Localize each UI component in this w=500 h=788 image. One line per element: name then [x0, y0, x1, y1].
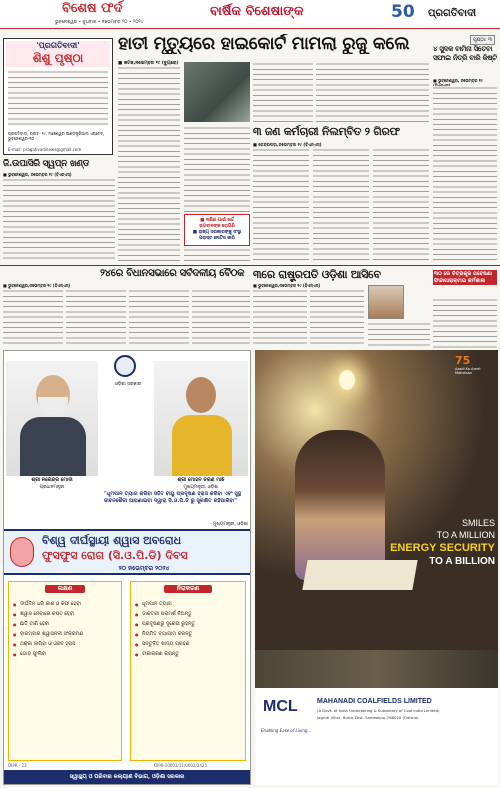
symptom-item-text: ଥକ୍କା ଲାଗିବା ଓ ଓଜନ ହ୍ରାସ: [20, 641, 76, 647]
inset-line-3: ■ ରାଜ୍ୟ ସରକାରଙ୍କୁ ସଂସ୍ଥା: [192, 230, 242, 235]
bullet-icon: ●: [13, 652, 17, 657]
inset-line-1: ■ ଦକ୍ଷିଣ ପାଇଁ ଖର୍ଚ୍ଚ: [200, 218, 234, 223]
page-number: ପୃଷ୍ଠା: ୩: [470, 35, 495, 45]
lungs-icon: [10, 537, 34, 567]
pm-title: ପ୍ରଧାନମନ୍ତ୍ରୀ: [39, 485, 65, 490]
bullet-icon: ●: [13, 642, 17, 647]
symptom-item-text: ବାରମ୍ବାର ଶ୍ୱାସନଳୀ ସଂକ୍ରମଣ: [20, 631, 84, 637]
mcl-logo: [263, 696, 305, 726]
copd-title-band: [4, 529, 250, 575]
promo-title-band: [6, 41, 110, 67]
lead-column-1: [118, 66, 180, 262]
symptom-item: [13, 601, 117, 608]
mcl-tagline: Enabling Ease of Living...: [261, 728, 312, 733]
govt-ad-footer: ସ୍ୱାସ୍ଥ୍ୟ ଓ ପରିବାର କଲ୍ୟାଣ ବିଭାଗ, ଓଡ଼ିଶା ସରକାର: [4, 770, 250, 784]
symptom-item-text: ଗୋଡ଼ ଫୁଲିବା: [20, 651, 47, 657]
symptom-item-text: ଛାତି ଟାଣି ହେବା: [20, 621, 50, 627]
promo-title-b: ଶିଶୁ ପୃଷ୍ଠା: [32, 51, 84, 65]
story6-col-3: [368, 322, 430, 347]
lead-inset-box: [184, 214, 250, 246]
amrit-badge-number: 75: [455, 354, 471, 367]
govt-dept: ଓଡ଼ିଶା ସରକାର: [114, 382, 142, 387]
story3-headline: ୩ ଜଣ କର୍ମଚାରୀ ନିଲମ୍ବିତ ୨ ଗିରଫ: [253, 125, 400, 138]
remedy-item-text: ପ୍ରଦୂଷଣରୁ ଦୂରେଇ ରୁହନ୍ତୁ: [142, 621, 196, 627]
masthead-rule: [0, 28, 500, 29]
remedy-item-text: ଡାକ୍ତରୀ ପରାମର୍ଶ ନିଅନ୍ତୁ: [142, 611, 192, 617]
pm-photo: [6, 361, 98, 476]
symptom-item: [13, 651, 117, 658]
president-photo: [368, 285, 404, 319]
remedy-item: [135, 631, 241, 638]
remedies-list: [131, 596, 245, 663]
remedy-item: [135, 651, 241, 658]
inset-line-4: ପରାସ୍ତ ନୋଟିସ ଜାରି: [199, 236, 235, 241]
story2-dateline: ■ ଭୁବନେଶ୍ୱର, ନଭେମ୍ବର ୧୯ (ବିଏନ୍‌ଏସ୍): [3, 172, 72, 177]
story5-dateline: ■ ଭୁବନେଶ୍ୱର,ନଭେମ୍ବର ୧୯ (ବିଏନ୍‌ଏସ୍): [3, 283, 71, 288]
anniversary-logo: [391, 2, 419, 22]
copd-date: ୨୦ ନଭେମ୍ବର ୨୦୨୪: [118, 565, 170, 572]
copd-title-1: ବିଶ୍ୱ ଦୀର୍ଘସ୍ଥାୟୀ ଶ୍ୱାସ ଅବରୋଧ: [42, 534, 182, 547]
slogan-line-2: TO A MILLION: [436, 530, 495, 540]
brand-name: ପ୍ରଗତିବାଦୀ: [428, 8, 477, 19]
story4-headline: ୪ ସୁଦକ ବାମିନା ସିତେବା ସଫାଇ ନିତ୍ରି ବାରି କିଷ୍ଟି: [433, 45, 497, 62]
remedy-item-text: ଟୀକାକରଣ କରାନ୍ତୁ: [142, 651, 179, 657]
section-left-label: ବିଶେଷ ଫର୍ଦ: [62, 1, 123, 16]
remedy-item-text: ଧୂମପାନ ତ୍ୟାଗ: [142, 601, 172, 607]
dateline-text: ଭୁବନେଶ୍ୱର • ବୁଧବାର • ନଭେମ୍ବର ୨୦ • ୨୦୨୪: [55, 20, 144, 25]
child-page-promo: [3, 38, 113, 155]
pm-coat: [20, 417, 86, 476]
cm-scarf: [172, 415, 232, 476]
story3-col-1: [253, 148, 309, 262]
story5-col-3: [129, 289, 189, 347]
pm-beard: [38, 397, 68, 415]
story4-dateline: ■ ଭୁବନେଶ୍ୱର, ନଭେମ୍ବର ୧୯: [433, 78, 483, 83]
cm-photo: [154, 361, 248, 476]
amrit-badge: [455, 354, 495, 384]
story5-col-4: [192, 289, 250, 347]
story3-dateline: ■ କେନ୍ଦ୍ରପଡ଼ା,ନଭେମ୍ବର ୧୯ (ବିଏନ୍‌ଏସ୍): [253, 142, 322, 147]
story5-headline: ୨୪ରେ ବିଧାନସଭାରେ ସର୍ବଦଳୀୟ ବୈଠକ: [100, 268, 245, 279]
mcl-ad: [255, 350, 498, 785]
remedy-item-text: ସନ୍ତୁଳିତ ଖାଦ୍ୟ ଗ୍ରହଣ: [142, 641, 190, 647]
symptom-item: [13, 641, 117, 648]
mcl-footer: [255, 688, 498, 785]
lead-headline: ହାତୀ ମୃତ୍ୟୁରେ ହାଇକୋର୍ଟ ମାମଲା ରୁଜୁ କଲେ: [118, 34, 410, 54]
lead-dateline: ■ କଟକ,ନଭେମ୍ବର ୧୯ (ବ୍ୟୁରୋ): [118, 61, 179, 66]
story4-body: [433, 86, 497, 262]
mcl-address: Jagruti Vihar, Burla, Dist. Sambalpur-768020 (Odisha): [317, 715, 419, 720]
symptoms-list: [9, 596, 121, 663]
pm-name: ଶ୍ରୀ ନରେନ୍ଦ୍ର ମୋଦୀ: [31, 477, 73, 483]
symptom-item: [13, 611, 117, 618]
govt-health-ad: [3, 350, 251, 785]
bullet-icon: ●: [135, 642, 139, 647]
remedy-item: [135, 601, 241, 608]
govt-emblem: [114, 355, 136, 377]
section-mid-label: ବାର୍ଷିକ ବିଶେଷାଙ୍କ: [210, 4, 304, 19]
amrit-badge-text: Azadi Ka Amrit Mahotsav: [455, 367, 481, 375]
lead-column-2: [184, 126, 250, 212]
cm-face: [186, 377, 216, 413]
slogan-line-4: TO A BILLION: [429, 556, 495, 567]
quote-attribution: - ମୁଖ୍ୟମନ୍ତ୍ରୀ, ଓଡ଼ିଶା: [209, 522, 248, 527]
story2-headline: ଜି.ଉପାସିରି ସ୍ୱପ୍ନ ଖଣ୍ଡ: [3, 159, 90, 169]
section-divider-1: [0, 265, 500, 266]
story3-col-3: [373, 148, 429, 262]
bullet-icon: ●: [135, 612, 139, 617]
symptom-item-text: ଦୀର୍ଘଦିନ ଧରି କାଶ ଓ କଫ ହେବା: [20, 601, 81, 607]
ad-code-right: OIPR-10003/11/0002/2425: [154, 763, 208, 768]
bullet-icon: ●: [135, 652, 139, 657]
anniversary-number: 50: [391, 2, 415, 22]
symptom-item: [13, 631, 117, 638]
bullet-icon: ●: [13, 602, 17, 607]
masthead: [0, 0, 500, 28]
remedy-item: [135, 621, 241, 628]
story6-dateline: ■ ଭୁବନେଶ୍ୱର,ନଭେମ୍ବର ୧୯ (ବିଏନ୍‌ଏସ୍): [253, 283, 321, 288]
story5-col-1: [3, 289, 63, 347]
inset-line-2: ଭଗବାନଙ୍କ ରୋଗିଣି: [199, 224, 235, 229]
bullet-icon: ●: [135, 632, 139, 637]
bullet-icon: ●: [13, 622, 17, 627]
mcl-logo-text: MCL: [263, 698, 298, 715]
symptoms-heading: ଲକ୍ଷଣ: [45, 585, 85, 593]
lead-column-4: [184, 248, 250, 262]
symptoms-box: [8, 581, 122, 761]
lead-column-3: [253, 62, 313, 122]
remedies-box: [130, 581, 246, 761]
girl-figure: [295, 430, 385, 580]
remedy-item: [135, 641, 241, 648]
bullet-icon: ●: [135, 602, 139, 607]
cm-title: ମୁଖ୍ୟମନ୍ତ୍ରୀ, ଓଡ଼ିଶା: [183, 485, 219, 490]
symptom-item: [13, 621, 117, 628]
lead-column-5: [316, 62, 429, 122]
bullet-icon: ●: [13, 612, 17, 617]
story7-headline: ୩୦ ରେ ଚିତ୍ରାକୂର ଗବେଷଣା ଫିନ୍ଦୀପାରାକ୍ଟାଇ କର୍ମଶାଳା: [433, 270, 497, 285]
remedies-heading: ନିରାକରଣ: [164, 585, 212, 593]
story6-headline: ୩ରେ ରାଷ୍ଟ୍ରପତି ଓଡ଼ିଶା ଆସିବେ: [253, 268, 381, 281]
story5-col-2: [66, 289, 126, 347]
copd-title-2: ଫୁସଫୁସ ରୋଗ (ସି.ଓ.ପି.ଡି) ଦିବସ: [42, 549, 188, 562]
promo-title-a: 'ପ୍ରଗତିବାଦୀ': [36, 41, 80, 50]
mcl-company: MAHANADI COALFIELDS LIMITED: [317, 698, 432, 705]
symptom-item-text: ଶ୍ୱାସ ନେବାରେ କଷ୍ଟ ହେବା: [20, 611, 75, 617]
remedy-item-text: ନିୟମିତ ବ୍ୟାୟାମ କରନ୍ତୁ: [142, 631, 193, 637]
promo-email: E-mail: pragativadinews@gmail.com: [8, 147, 82, 152]
ad-code-left: OIPR - 23: [8, 763, 27, 768]
promo-contact: ପ୍ରଗତିବାଦୀ, ପ୍ଲଟ- ୨୯, ମଞ୍ଚେଶ୍ୱର ଇଣ୍ଡଷ୍ଟ୍ରିଆଲ ଏଷ୍ଟେଟ୍, ଭୁବନେଶ୍ୱର-୧୦: [8, 131, 105, 141]
elephant-photo: [184, 62, 250, 122]
bulb-icon: [339, 370, 355, 390]
story2-body: [3, 178, 115, 262]
mining-machinery: [255, 650, 498, 688]
bullet-icon: ●: [135, 622, 139, 627]
bullet-icon: ●: [13, 632, 17, 637]
slogan-line-3: ENERGY SECURITY: [390, 542, 495, 554]
story6-col-1: [253, 289, 307, 347]
story6-col-2: [310, 289, 364, 347]
promo-body: [8, 70, 108, 126]
mcl-sub: (A Govt. of India Undertaking & Subsidiary of Coal India Limited): [317, 708, 440, 713]
cm-quote: "ଧୂମପାନ ତ୍ୟାଗ କରିବା ସହିତ ବାୟୁ ପ୍ରଦୂଷଣ ହ୍ରାସ କରିବା ଏବଂ ସୁସ୍ଥ ଜୀବନଶୈଳୀ ଆପଣାଇବା ଦ୍ୱାରା ସି.ଓ.ପି.ଡି ରୁ ସୁରକ୍ଷିତ ରହିପାରିବା": [104, 491, 242, 504]
cm-name: ଶ୍ରୀ ମୋହନ ଚରଣ ମାଝି: [177, 477, 225, 483]
slogan-line-1: SMILES: [461, 518, 495, 528]
story3-col-2: [313, 148, 369, 262]
remedy-item: [135, 611, 241, 618]
